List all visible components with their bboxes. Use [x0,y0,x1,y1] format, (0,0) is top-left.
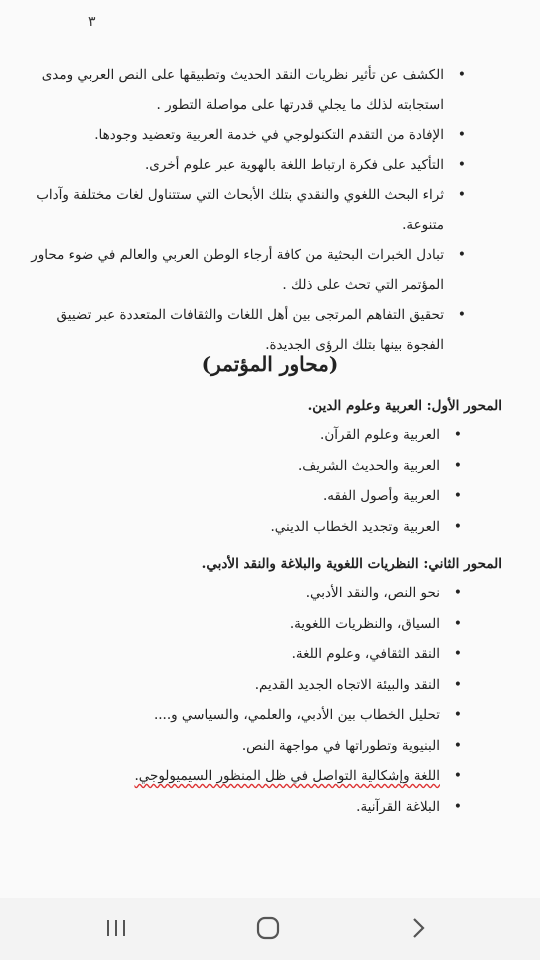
list-item: • تحليل الخطاب بين الأدبي، والعلمي، والسياسي و.... [40,700,468,731]
list-item: • العربية وأصول الفقه. [40,481,468,512]
axis2-list [40,578,468,822]
list-item: • البنيوية وتطوراتها في مواجهة النص. [40,731,468,762]
list-item: • اللغة وإشكالية التواصل في ظل المنظور السيميولوجي. [40,761,468,792]
list-item: • الإفادة من التقدم التكنولوجي في خدمة العربية وتعضيد وجودها. [20,120,472,150]
list-item: • العربية وتجديد الخطاب الديني. [40,512,468,543]
list-item: • الكشف عن تأثير نظريات النقد الحديث وتطبيقها على النص العربي ومدى استجابته لذلك ما يجلي قدرتها على مواصلة التطور . [20,60,472,120]
list-item: • العربية والحديث الشريف. [40,451,468,482]
list-item: • نحو النص، والنقد الأدبي. [40,578,468,609]
recents-button[interactable] [96,912,136,944]
home-button[interactable] [248,912,288,944]
page-number: ٣ [88,14,96,30]
list-item: • النقد والبيئة الاتجاه الجديد القديم. [40,670,468,701]
list-item: • النقد الثقافي، وعلوم اللغة. [40,639,468,670]
list-item: • السياق، والنظريات اللغوية. [40,609,468,640]
list-item: • العربية وعلوم القرآن. [40,420,468,451]
axis2-heading: المحور الثاني: النظريات اللغوية والبلاغة والنقد الأدبي. [201,556,502,572]
back-icon [408,917,428,939]
list-item: • تبادل الخبرات البحثية من كافة أرجاء الوطن العربي والعالم في ضوء محاور المؤتمر التي تحث على ذلك . [20,240,472,300]
recents-icon [105,918,127,938]
list-item: • ثراء البحث اللغوي والنقدي بتلك الأبحاث التي ستتناول لغات مختلفة وآداب متنوعة. [20,180,472,240]
section-title: (محاور المؤتمر) [201,352,339,376]
list-item: • التأكيد على فكرة ارتباط اللغة بالهوية عبر علوم أخرى. [20,150,472,180]
back-button[interactable] [398,912,438,944]
home-icon [255,915,281,941]
android-nav-bar [0,898,540,960]
axis1-list [40,420,468,542]
axis1-heading: المحور الأول: العربية وعلوم الدين. [307,398,502,414]
list-item: • تحقيق التفاهم المرتجى بين أهل اللغات والثقافات المتعددة عبر تضييق الفجوة بينها بتلك الرؤى الجديدة. [20,300,472,360]
list-item: • البلاغة القرآنية. [40,792,468,823]
goals-list [20,60,472,360]
